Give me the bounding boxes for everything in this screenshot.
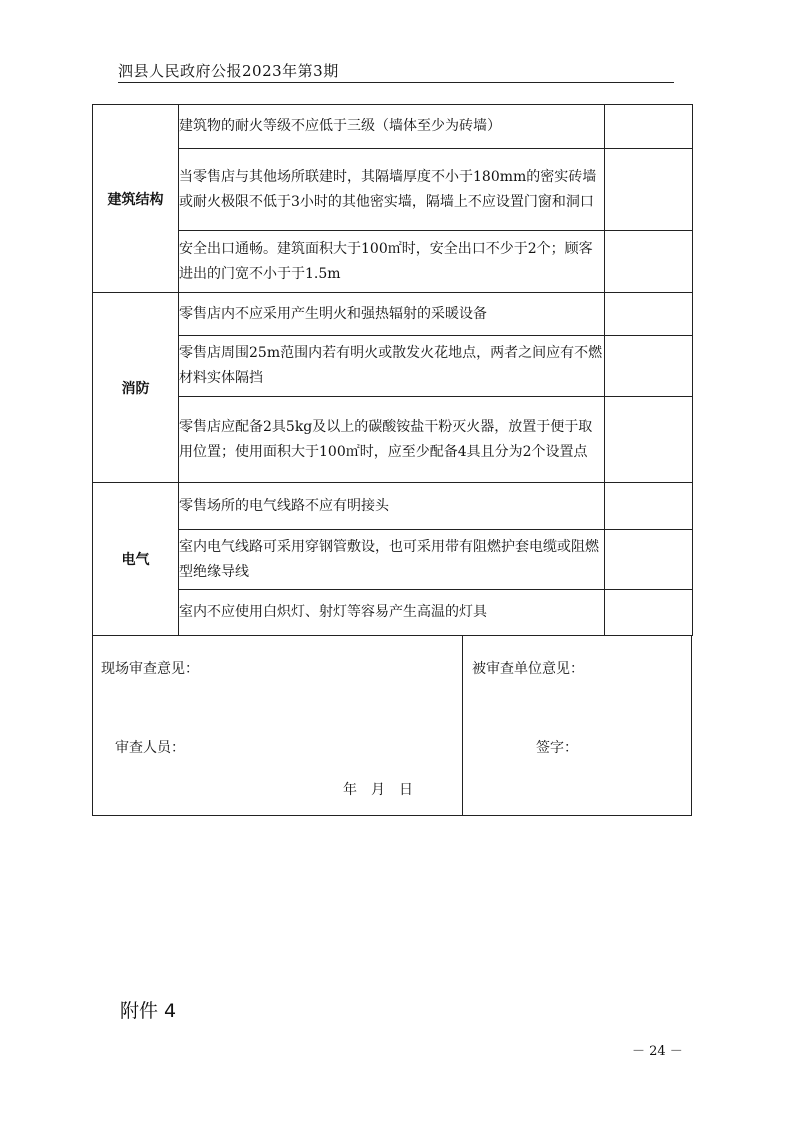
result-cell[interactable]	[605, 590, 693, 636]
check-item: 建筑物的耐火等级不应低于三级（墙体至少为砖墙）	[179, 105, 605, 149]
result-cell[interactable]	[605, 231, 693, 293]
header-title: 泗县人民政府公报2023年第3期	[118, 62, 339, 80]
table-row	[93, 483, 693, 530]
site-opinion-label: 现场审查意见：	[101, 661, 199, 677]
table-row	[93, 397, 693, 483]
review-divider	[462, 636, 463, 815]
table-row	[93, 105, 693, 149]
signature-label: 签字：	[536, 740, 578, 756]
result-cell[interactable]	[605, 105, 693, 149]
result-cell[interactable]	[605, 397, 693, 483]
result-cell[interactable]	[605, 293, 693, 336]
check-item: 室内不应使用白炽灯、射灯等容易产生高温的灯具	[179, 590, 605, 636]
check-item: 零售店内不应采用产生明火和强热辐射的采暖设备	[179, 293, 605, 336]
table-row	[93, 336, 693, 397]
review-section	[92, 636, 692, 816]
result-cell[interactable]	[605, 149, 693, 231]
result-cell[interactable]	[605, 530, 693, 590]
category-fire-protection: 消防	[93, 293, 179, 483]
result-cell[interactable]	[605, 336, 693, 397]
table-row	[93, 590, 693, 636]
table-row	[93, 149, 693, 231]
check-item: 安全出口通畅。建筑面积大于100㎡时，安全出口不少于2个；顾客进出的门宽不小于于1.5m	[179, 231, 605, 293]
date-label: 年 月 日	[343, 782, 413, 798]
unit-opinion-label: 被审查单位意见：	[472, 661, 584, 677]
attachment-label: 附件 4	[120, 1000, 177, 1022]
check-item: 室内电气线路可采用穿钢管敷设，也可采用带有阻燃护套电缆或阻燃型绝缘导线	[179, 530, 605, 590]
check-item: 当零售店与其他场所联建时，其隔墙厚度不小于180mm的密实砖墙或耐火极限不低于3小时的其他密实墙，隔墙上不应设置门窗和洞口	[179, 149, 605, 231]
check-item: 零售场所的电气线路不应有明接头	[179, 483, 605, 530]
category-electrical: 电气	[93, 483, 179, 636]
header-rule	[118, 82, 674, 83]
table-row	[93, 293, 693, 336]
check-item: 零售店应配备2具5kg及以上的碳酸铵盐干粉灭火器，放置于便于取用位置；使用面积大于100㎡时，应至少配备4具且分为2个设置点	[179, 397, 605, 483]
table-row	[93, 231, 693, 293]
reviewer-label: 审查人员：	[115, 740, 185, 756]
category-building-structure: 建筑结构	[93, 105, 179, 293]
inspection-table	[92, 104, 693, 636]
table-row	[93, 530, 693, 590]
page-number: － 24 －	[632, 1044, 683, 1059]
result-cell[interactable]	[605, 483, 693, 530]
check-item: 零售店周围25m范围内若有明火或散发火花地点，两者之间应有不燃材料实体隔挡	[179, 336, 605, 397]
